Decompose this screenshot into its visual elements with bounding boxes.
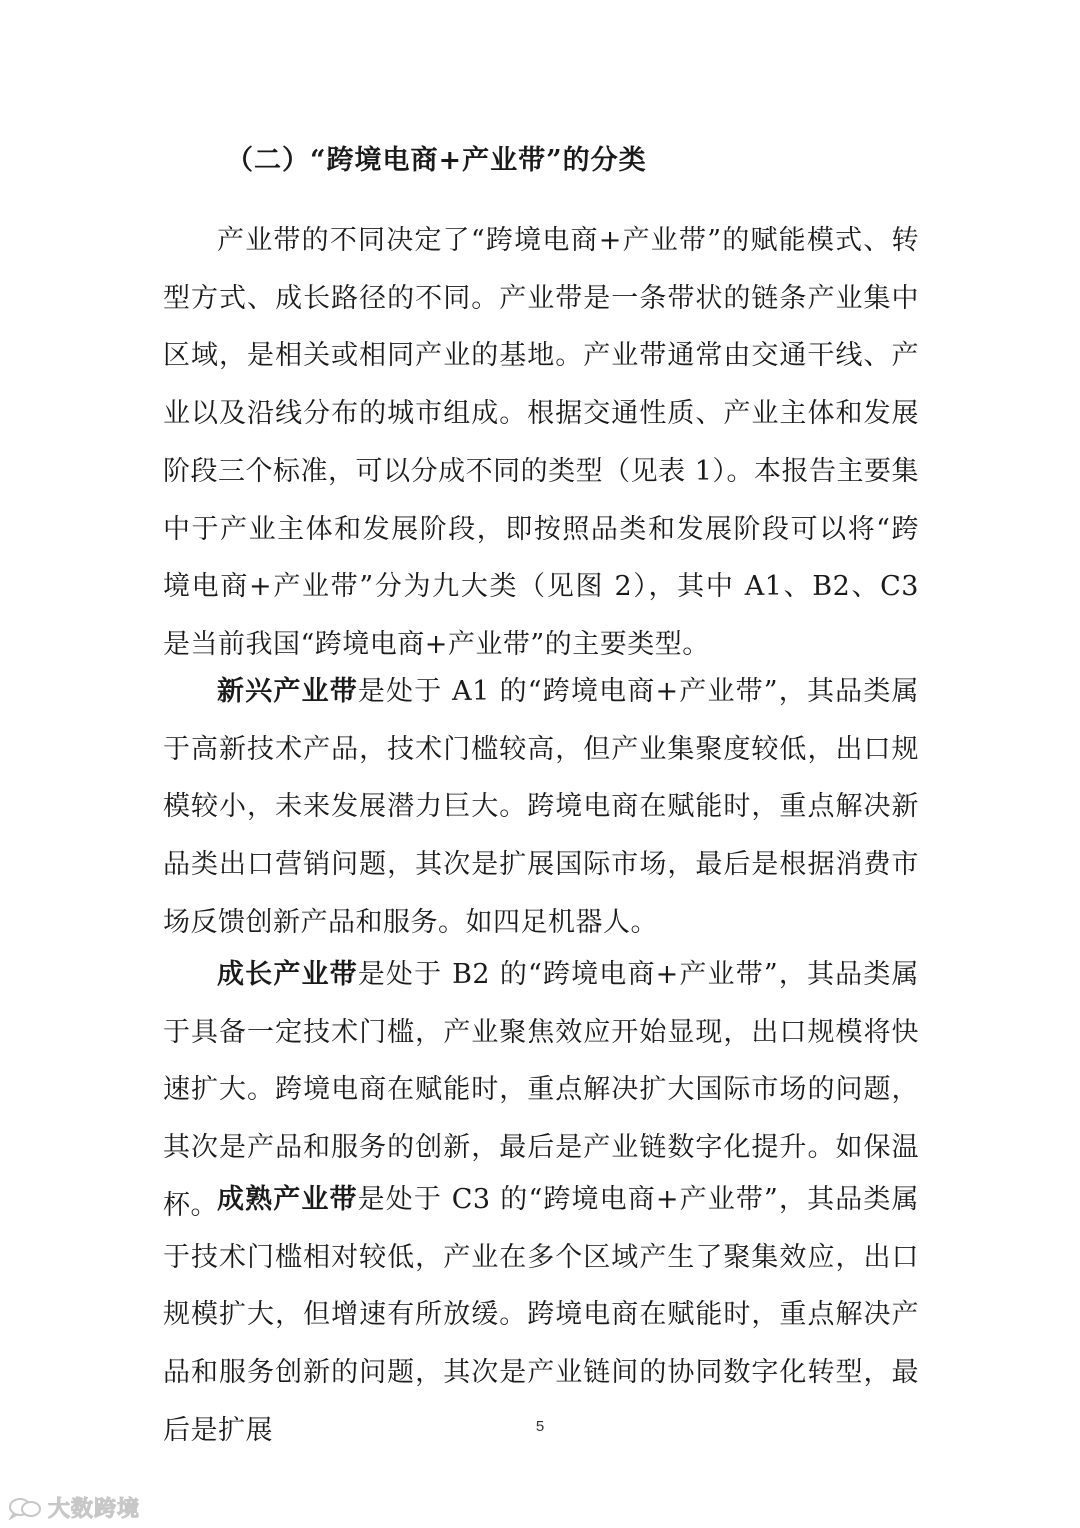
paragraph-emerging-belt	[163, 663, 919, 952]
paragraph-intro	[163, 212, 919, 674]
paragraph-text: 产业带的不同决定了“跨境电商+产业带”的赋能模式、转型方式、成长路径的不同。产业带是一条带状的链条产业集中区域，是相关或相同产业的基地。产业带通常由交通干线、产业以及沿线分布的城市组成。根据交通性质、产业主体和发展阶段三个标准，可以分成不同的类型（见表 1）。本报告主要集中于产业主体和发展阶段，即按照品类和发展阶段可以将“跨境电商+产业带”分为九大类（见图 2），其中 A1、B2、C3 是当前我国“跨境电商+产业带”的主要类型。	[163, 225, 919, 660]
paragraph-mature-belt	[163, 1171, 919, 1460]
page-number: 5	[535, 1418, 545, 1435]
paragraph-text: 是处于 B2 的“跨境电商+产业带”，其品类属于具备一定技术门槛，产业聚焦效应开始显现，出口规模将快速扩大。跨境电商在赋能时，重点解决扩大国际市场的问题，其次是产品和服务的创新，最后是产业链数字化提升。如保温杯。	[163, 959, 920, 1221]
paragraph-lead: 新兴产业带	[217, 676, 358, 707]
watermark-text: 大数跨境	[48, 1497, 141, 1522]
chat-bubbles-icon	[8, 1496, 42, 1520]
paragraph-lead: 成长产业带	[217, 959, 358, 990]
section-heading: （二）“跨境电商+产业带”的分类	[226, 145, 647, 176]
paragraph-text: 是处于 A1 的“跨境电商+产业带”，其品类属于高新技术产品，技术门槛较高，但产业集聚度较低，出口规模较小，未来发展潜力巨大。跨境电商在赋能时，重点解决新品类出口营销问题，其次是扩展国际市场，最后是根据消费市场反馈创新产品和服务。如四足机器人。	[163, 676, 919, 938]
watermark	[8, 1492, 140, 1523]
paragraph-lead: 成熟产业带	[217, 1184, 358, 1215]
paragraph-text: 是处于 C3 的“跨境电商+产业带”，其品类属于技术门槛相对较低，产业在多个区域产生了聚集效应，出口规模扩大，但增速有所放缓。跨境电商在赋能时，重点解决产品和服务创新的问题，其次是产业链间的协同数字化转型，最后是扩展	[163, 1184, 919, 1446]
